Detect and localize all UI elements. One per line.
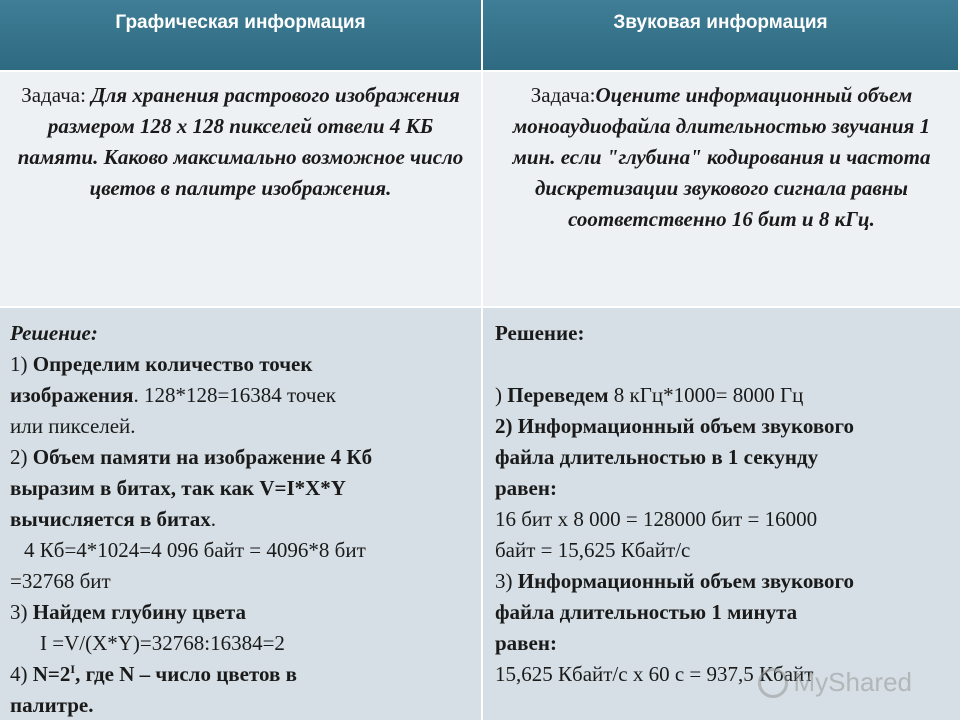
step-2-cont2: вычисляется в битах.	[10, 507, 216, 531]
r-step-3-cont2: равен:	[495, 631, 557, 655]
watermark-logo-icon	[758, 668, 788, 698]
task-graphic-label: Задача:	[21, 83, 92, 107]
header-graphic-label: Графическая информация	[115, 12, 366, 33]
task-sound-text: Оцените информационный объем моноаудиофайла длительностью звучания 1 мин. если "глубина" кодирования и частота дискретизации звукового сигнала равны соответственно 16 бит и 8 кГц.	[512, 83, 931, 231]
watermark-text: MyShared	[793, 667, 912, 697]
solution-graphic-title: Решение:	[10, 321, 98, 345]
header-graphic	[0, 0, 483, 72]
r-step-2-calc2: байт = 15,625 Кбайт/с	[495, 538, 691, 562]
r-step-3: 3) Информационный объем звукового	[495, 569, 855, 593]
step-3: 3) Найдем глубину цвета	[10, 600, 246, 624]
solution-sound	[483, 308, 960, 720]
header-sound-label: Звуковая информация	[613, 12, 828, 33]
step-1: 1) Определим количество точек	[10, 352, 313, 376]
step-4-cont: палитре.	[10, 693, 94, 717]
r-step-2-cont: файла длительностью в 1 секунду	[495, 445, 819, 469]
step-4: 4) $N=2^I$, где N – число цветов в	[10, 662, 297, 686]
task-graphic-text: Для хранения растрового изображения размером 128 х 128 пикселей отвели 4 КБ памяти. Каково максимально возможное число цветов в палитре изображения.	[17, 83, 464, 200]
step-2-cont: выразим в битах, так как V=I*X*Y	[10, 476, 346, 500]
r-step-1: ) Переведем 8 кГц*1000= 8000 Гц	[495, 383, 804, 407]
step-1-cont: изображения. 128*128=16384 точек	[10, 383, 336, 407]
task-graphic	[0, 72, 483, 308]
r-step-3-cont: файла длительностью 1 минута	[495, 600, 798, 624]
watermark	[758, 667, 913, 698]
r-step-2-calc1: 16 бит х 8 000 = 128000 бит = 16000	[495, 507, 818, 531]
r-step-3-calc: 15,625 Кбайт/с х 60 с = 937,5 Кбайт	[495, 662, 814, 686]
step-2: 2) Объем памяти на изображение 4 Кб	[10, 445, 373, 469]
header-sound	[483, 0, 960, 72]
step-2-calc2: =32768 бит	[10, 569, 111, 593]
r-step-2: 2) Информационный объем звукового	[495, 414, 855, 438]
step-2-calc1: 4 Кб=4*1024=4 096 байт = 4096*8 бит	[24, 538, 366, 562]
step-3-calc: I =V/(X*Y)=32768:16384=2	[40, 631, 285, 655]
r-step-2-cont2: равен:	[495, 476, 557, 500]
task-sound	[483, 72, 960, 308]
step-1-cont2: или пикселей.	[10, 414, 136, 438]
task-sound-label: Задача:	[530, 83, 596, 107]
solution-graphic	[0, 308, 483, 720]
solution-sound-title: Решение:	[495, 321, 585, 345]
